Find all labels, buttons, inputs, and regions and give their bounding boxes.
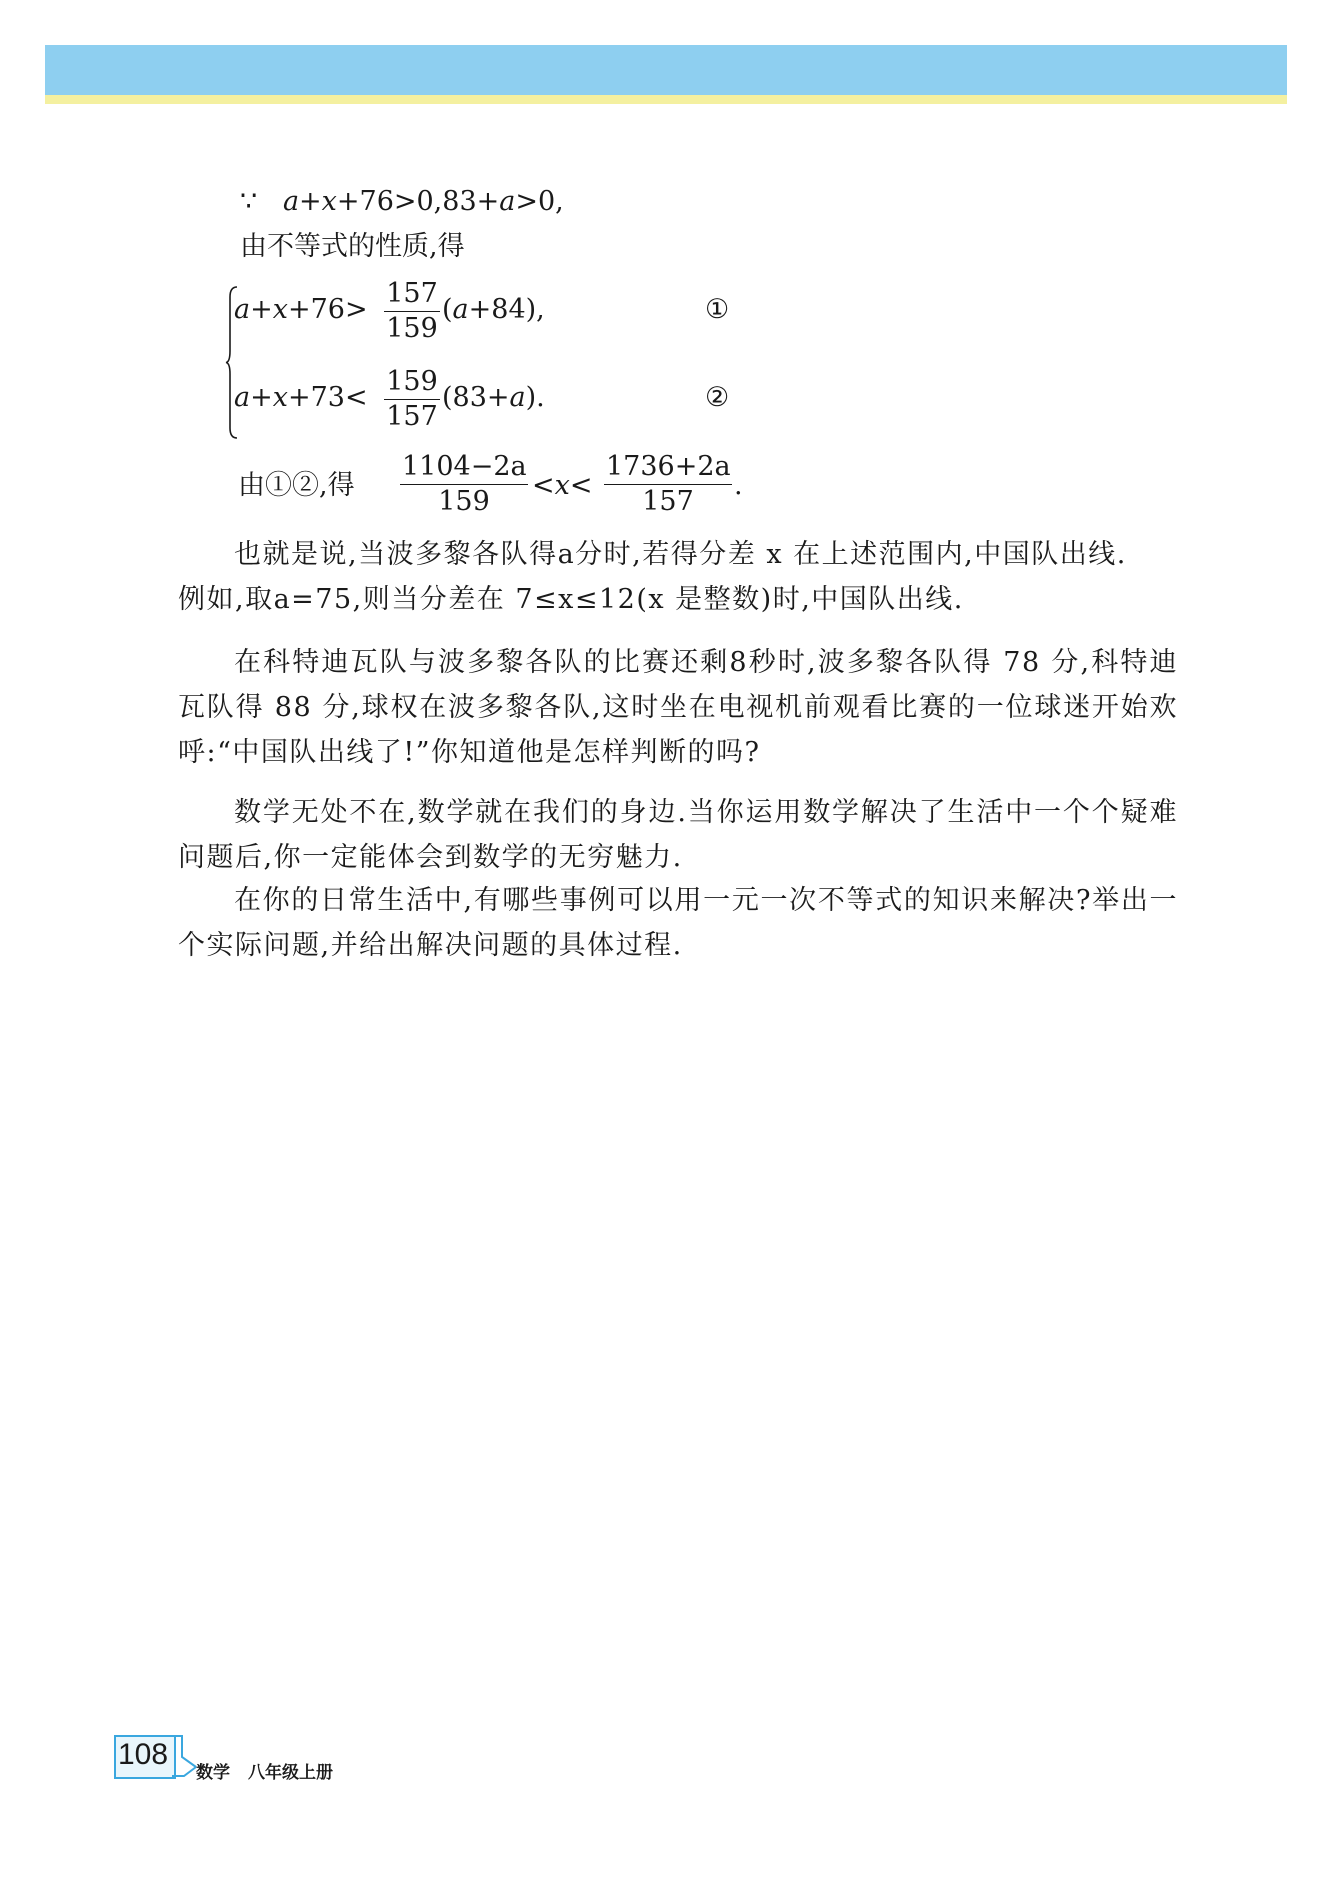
inequality-1-rhs: (a+84), <box>442 294 545 325</box>
footer-subject: 数学 <box>196 1763 230 1783</box>
footer-book-title <box>196 1758 333 1783</box>
result-right-fraction: $\frac{1736+2a}{157}$ <box>606 451 731 517</box>
paragraph-question: 在科特迪瓦队与波多黎各队的比赛还剩8秒时,波多黎各队得 78 分,科特迪瓦队得 88 分,球权在波多黎各队,这时坐在电视机前观看比赛的一位球迷开始欢呼:“中国队出线了!”你知道他是怎样判断的吗? <box>178 647 1178 768</box>
page-tab-arrow-icon <box>172 1735 198 1777</box>
footer-grade: 八年级上册 <box>248 1763 333 1783</box>
result-prefix: 由①②,得 <box>238 470 355 501</box>
paragraph-explanation-line-2: 例如,取a=75,则当分差在 7≤x≤12(x 是整数)时,中国队出线. <box>178 584 964 615</box>
header-stripe <box>45 95 1287 104</box>
paragraph-explanation <box>178 532 1178 622</box>
inequality-1-fraction: $\frac{157}{159}$ <box>384 277 440 346</box>
paragraph-explanation-line-1: 也就是说,当波多黎各队得a分时,若得分差 x 在上述范围内,中国队出线. <box>234 539 1127 570</box>
because-line: ∵ a+x+76>0,83+a>0, <box>240 186 564 217</box>
paragraph-math-everywhere: 数学无处不在,数学就在我们的身边.当你运用数学解决了生活中一个个疑难问题后,你一定能体会到数学的无穷魅力. <box>178 797 1178 873</box>
header-band <box>45 45 1287 95</box>
result-middle: <x< <box>532 470 593 501</box>
inequality-2-lhs: a+x+73< <box>234 382 368 413</box>
inequality-2-rhs: (83+a). <box>442 382 545 413</box>
property-line: 由不等式的性质,得 <box>240 231 465 262</box>
marker-1: ① <box>705 294 730 325</box>
paragraph-exercise: 在你的日常生活中,有哪些事例可以用一元一次不等式的知识来解决?举出一个实际问题,并给出解决问题的具体过程. <box>178 885 1178 961</box>
marker-2: ② <box>705 382 730 413</box>
page-number: 108 <box>118 1738 169 1771</box>
inequality-1-lhs: a+x+76> <box>234 294 368 325</box>
result-left-fraction: $\frac{1104-2a}{159}$ <box>402 451 527 517</box>
inequality-2-fraction: $\frac{159}{157}$ <box>384 365 440 434</box>
result-suffix: . <box>734 470 743 501</box>
